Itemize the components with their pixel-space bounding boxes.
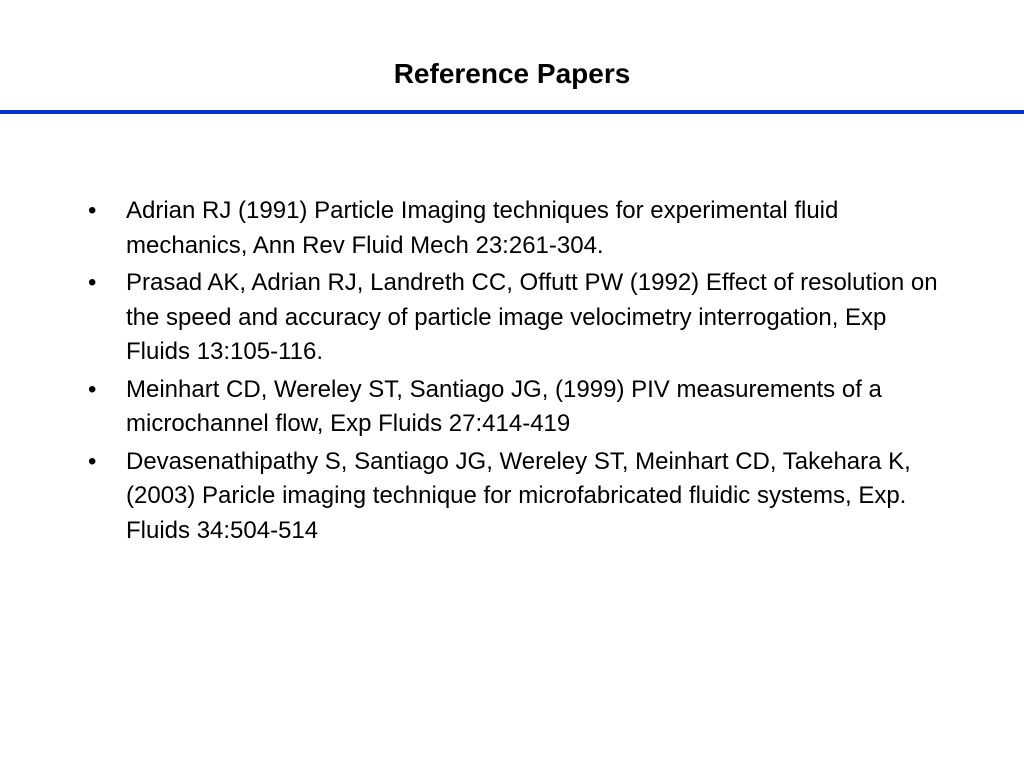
reference-item <box>88 373 938 442</box>
bullet-icon: • <box>88 447 97 475</box>
bullet-icon: • <box>88 197 97 224</box>
reference-item <box>88 266 938 370</box>
bullet-icon: • <box>88 375 97 403</box>
reference-list <box>88 194 938 551</box>
bullet-icon: • <box>88 269 97 296</box>
title-divider <box>0 110 1024 114</box>
reference-text: Meinhart CD, Wereley ST, Santiago JG, (1999) PIV measurements of a microchannel flow, Exp Fluids 27:414-419 <box>126 375 882 437</box>
reference-item <box>88 194 938 263</box>
reference-text: Devasenathipathy S, Santiago JG, Wereley ST, Meinhart CD, Takehara K, (2003) Paricle imaging technique for microfabricated fluidic systems, Exp. Fluids 34:504-514 <box>126 447 911 544</box>
reference-text: Adrian RJ (1991) Particle Imaging techniques for experimental fluid mechanics, Ann Rev Fluid Mech 23:261-304. <box>126 197 839 259</box>
slide-title: Reference Papers <box>393 58 631 89</box>
reference-item <box>88 445 938 549</box>
reference-text: Prasad AK, Adrian RJ, Landreth CC, Offutt PW (1992) Effect of resolution on the speed and accuracy of particle image velocimetry interrogation, Exp Fluids 13:105-116. <box>126 269 938 365</box>
